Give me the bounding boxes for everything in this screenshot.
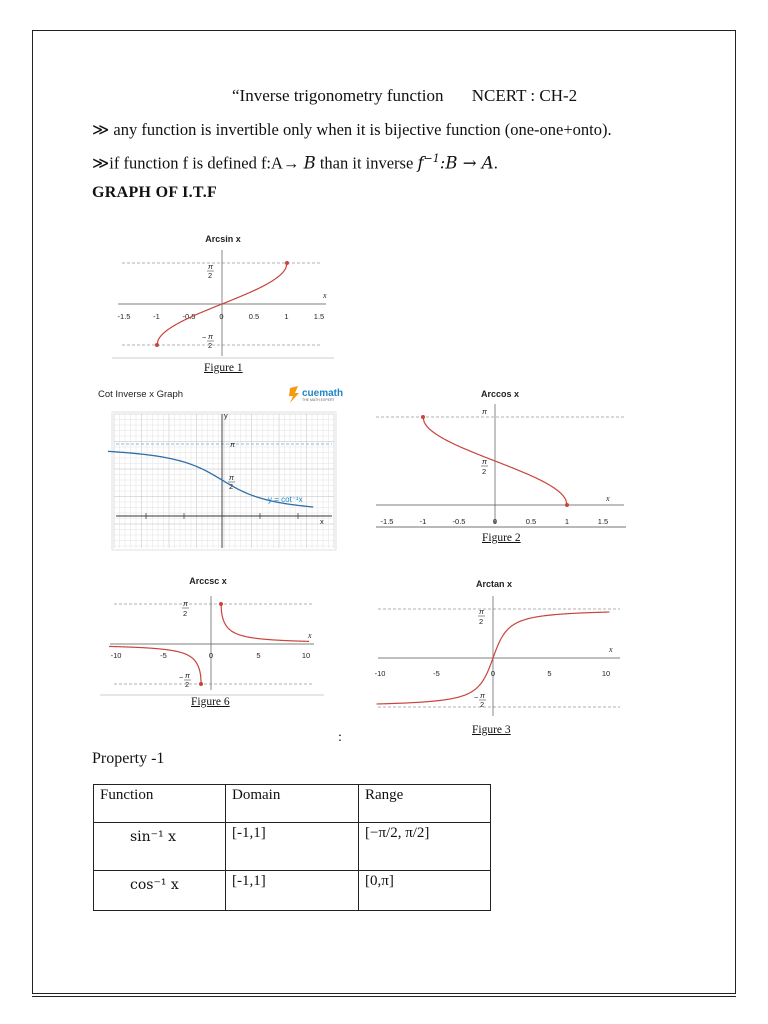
tick-2b: 2	[480, 700, 485, 709]
axis-y-label: y	[224, 411, 228, 420]
tick-neg: −	[474, 693, 479, 702]
header-domain: Domain	[226, 785, 359, 823]
function-sin-inv: sin⁻¹ x	[130, 829, 177, 845]
axis-x-label: x	[320, 517, 324, 526]
tick-2: 2	[482, 467, 487, 476]
svg-text:cuemath: cuemath	[302, 388, 344, 399]
course-label: NCERT : CH-2	[471, 86, 578, 105]
stray-colon: :	[338, 730, 342, 745]
property-title: Property -1	[92, 750, 165, 767]
figure-caption: Figure 2	[482, 532, 521, 544]
label-pi2-num: π	[229, 473, 235, 482]
tick-label: -5	[160, 651, 167, 660]
tick-2: 2	[479, 617, 484, 626]
figure-arctan	[374, 576, 624, 736]
table-row	[94, 871, 491, 911]
svg-text:THE MATH EXPERT: THE MATH EXPERT	[302, 398, 335, 402]
tick-label: -1	[153, 312, 160, 321]
tick-2: 2	[208, 271, 213, 280]
tick-label: -1.5	[117, 312, 131, 321]
cell-domain: [-1,1]	[226, 823, 359, 871]
plot-title: Arccos x	[480, 389, 520, 399]
tick-label: -5	[433, 669, 440, 678]
cell-function	[94, 823, 226, 871]
figure-arccsc	[100, 574, 326, 708]
endpoint-marker	[155, 343, 159, 347]
function-cos-inv: cos⁻¹ x	[130, 877, 179, 893]
tick-label: 1.5	[313, 312, 325, 321]
endpoint-marker	[219, 602, 223, 606]
math-f: f	[417, 153, 424, 173]
tick-pi-2b: π	[185, 671, 191, 680]
figure-arccot	[96, 384, 352, 554]
label-pi2-den: 2	[229, 482, 234, 491]
figure-caption: Figure 3	[472, 724, 511, 736]
origin-marker	[493, 520, 497, 524]
title-text: “Inverse trigonometry function	[232, 86, 444, 105]
endpoint-marker	[285, 261, 289, 265]
axis-x-label: x	[308, 631, 312, 640]
tick-label: 5	[256, 651, 261, 660]
tick-2b: 2	[185, 680, 190, 689]
tick-label: 5	[547, 669, 552, 678]
page-title	[232, 86, 577, 106]
label-pi: π	[230, 440, 236, 449]
plot-title: Arctan x	[475, 579, 513, 589]
figure-arcsin	[112, 228, 334, 374]
header-function: Function	[94, 785, 226, 823]
tick-pi-2: π	[482, 457, 488, 466]
tick-label: -10	[110, 651, 122, 660]
plot-title: Arcsin x	[205, 234, 241, 244]
math-B: B	[303, 153, 316, 173]
tick-label: -0.5	[452, 517, 466, 526]
axis-x-label: x	[606, 494, 610, 503]
cell-function	[94, 871, 226, 911]
tick-label: 1	[564, 517, 570, 526]
tick-label: -0.5	[182, 312, 196, 321]
math-map: :B → A	[439, 153, 494, 173]
plot-title: Cot Inverse x Graph	[98, 389, 184, 400]
table-row	[94, 823, 491, 871]
tick-neg: −	[179, 673, 184, 682]
table-header-row	[94, 785, 491, 823]
tick-label: -10	[374, 669, 386, 678]
arccsc-curve-positive	[221, 604, 309, 641]
property-table	[93, 784, 491, 911]
math-sup: −1	[423, 152, 440, 165]
curve-label: y = cot⁻¹x	[268, 495, 303, 504]
section-heading: GRAPH OF I.T.F	[92, 184, 218, 201]
cell-range: [−π/2, π/2]	[359, 823, 491, 871]
axis-x-label: x	[323, 291, 327, 300]
header-range: Range	[359, 785, 491, 823]
tick-label: -1.5	[380, 517, 394, 526]
figure-caption: Figure 1	[204, 362, 243, 374]
tick-2b: 2	[208, 341, 213, 350]
tick-label: 0	[208, 651, 214, 660]
tick-label: 0	[219, 312, 224, 321]
bullet-text: ≫if function f is defined f:A→	[92, 153, 304, 173]
axis-x-label: x	[609, 645, 613, 654]
plot-title: Arccsc x	[189, 576, 227, 586]
tick-label: 1.5	[597, 517, 609, 526]
tick-label: 0	[490, 669, 496, 678]
tick-label: 1	[284, 312, 289, 321]
bullet-invertible: ≫ any function is invertible only when it is bijective function (one-one+onto).	[92, 120, 612, 139]
endpoint-marker	[565, 503, 569, 507]
tick-neg-pi-2: −	[202, 333, 207, 342]
tick-pi-2: π	[479, 607, 485, 616]
tick-pi-2: π	[208, 262, 214, 271]
figure-arccos	[372, 384, 628, 544]
tick-label: 10	[601, 669, 611, 678]
cell-domain: [-1,1]	[226, 871, 359, 911]
endpoint-marker	[421, 415, 425, 419]
cuemath-logo	[289, 386, 343, 403]
bullet-inverse-def	[92, 152, 498, 174]
tick-pi-2: π	[183, 599, 189, 608]
tick-pi-2b: π	[208, 332, 214, 341]
bullet-end: .	[493, 153, 498, 173]
tick-label: 0.5	[248, 312, 260, 321]
tick-pi-2b: π	[480, 691, 486, 700]
tick-label: 10	[301, 651, 311, 660]
endpoint-marker	[199, 682, 203, 686]
tick-2: 2	[183, 609, 188, 618]
cell-range: [0,π]	[359, 871, 491, 911]
bullet-text-mid: than it inverse	[315, 153, 418, 173]
tick-label: -1	[419, 517, 427, 526]
tick-label: 0.5	[525, 517, 537, 526]
figure-caption: Figure 6	[191, 696, 230, 708]
tick-pi: π	[482, 407, 488, 416]
